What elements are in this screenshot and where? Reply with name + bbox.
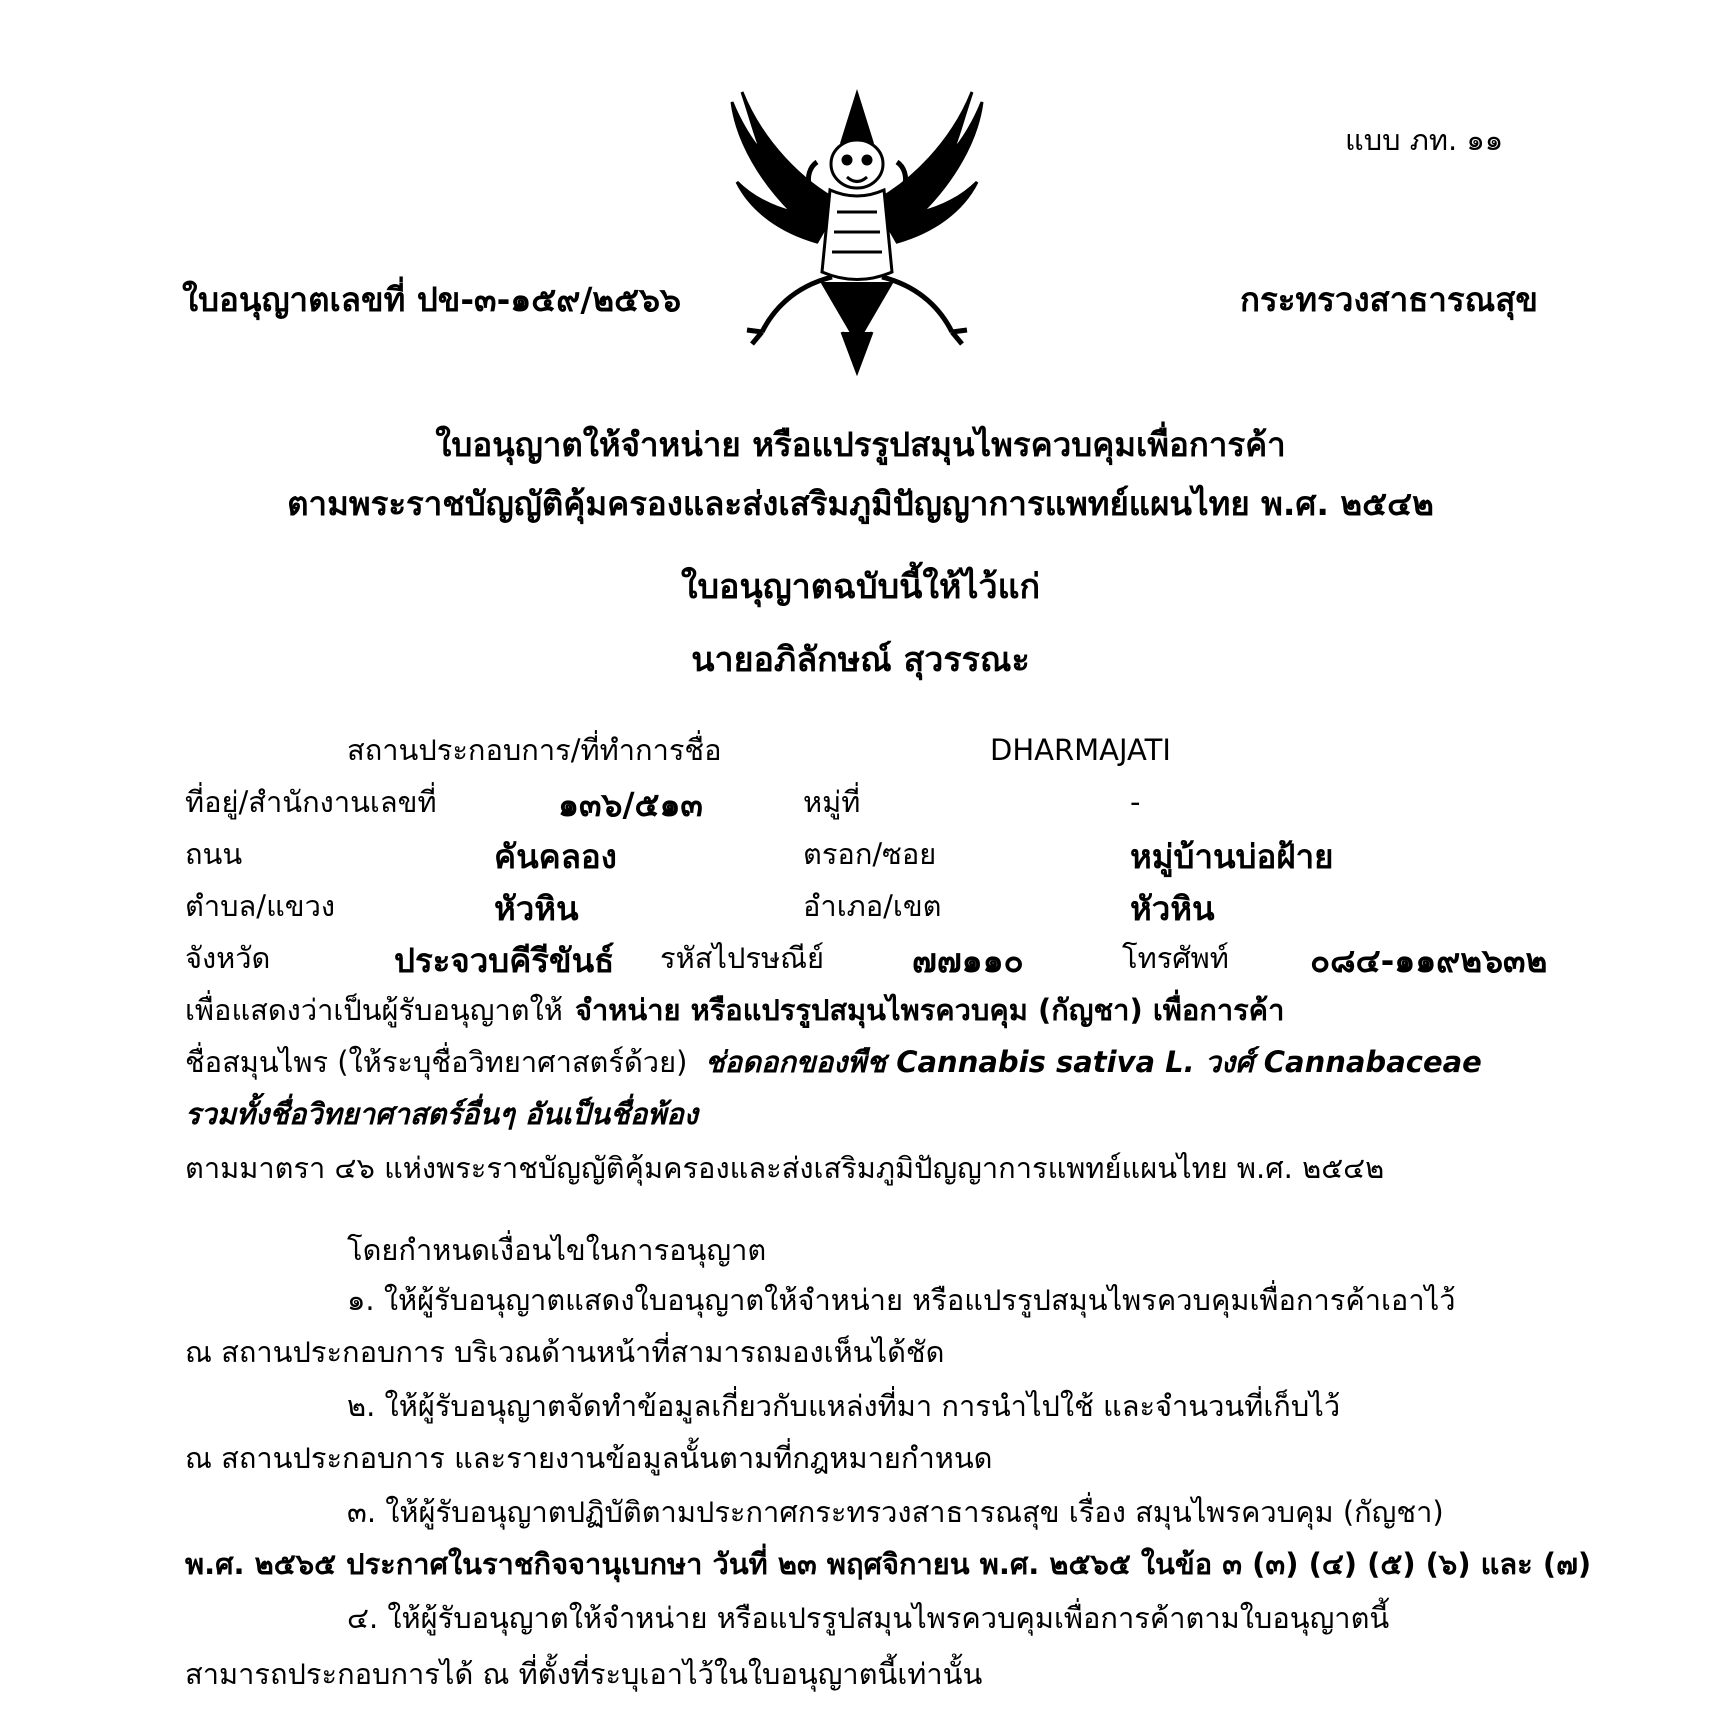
address-no-value: ๑๓๖/๕๑๓: [558, 785, 703, 824]
establishment-name-value: DHARMAJATI: [990, 733, 1171, 767]
condition-4-line2: สามารถประกอบการได้ ณ ที่ตั้งที่ระบุเอาไว้ในใบอนุญาตนี้เท่านั้น: [185, 1657, 983, 1691]
herb-name-value: ช่อดอกของพืช Cannabis sativa L. วงศ์ Cannabaceae: [705, 1045, 1482, 1079]
condition-3-line2: พ.ศ. ๒๕๖๕ ประกาศในราชกิจจานุเบกษา วันที่ ๒๓ พฤศจิกายน พ.ศ. ๒๕๖๕ ในข้อ ๓ (๓) (๔) (๕) (๖) และ (๗): [185, 1547, 1592, 1581]
district-value: หัวหิน: [1130, 889, 1215, 928]
document-title-line2: ตามพระราชบัญญัติคุ้มครองและส่งเสริมภูมิปัญญาการแพทย์แผนไทย พ.ศ. ๒๕๔๒: [287, 484, 1434, 523]
license-number: ใบอนุญาตเลขที่ ปข-๓-๑๕๙/๒๕๖๖: [182, 280, 682, 319]
condition-1-line1: ๑. ให้ผู้รับอนุญาตแสดงใบอนุญาตให้จำหน่าย หรือแปรรูปสมุนไพรควบคุมเพื่อการค้าเอาไว้: [347, 1283, 1456, 1317]
herb-name-label: ชื่อสมุนไพร (ให้ระบุชื่อวิทยาศาสตร์ด้วย): [185, 1045, 688, 1079]
road-label: ถนน: [185, 837, 243, 871]
document-title-line1: ใบอนุญาตให้จำหน่าย หรือแปรรูปสมุนไพรควบคุมเพื่อการค้า: [435, 425, 1286, 464]
condition-4-line1: ๔. ให้ผู้รับอนุญาตให้จำหน่าย หรือแปรรูปสมุนไพรควบคุมเพื่อการค้าตามใบอนุญาตนี้: [347, 1601, 1390, 1635]
address-no-label: ที่อยู่/สำนักงานเลขที่: [185, 785, 437, 819]
legal-basis: ตามมาตรา ๔๖ แห่งพระราชบัญญัติคุ้มครองและส่งเสริมภูมิปัญญาการแพทย์แผนไทย พ.ศ. ๒๕๔๒: [185, 1151, 1385, 1185]
subdistrict-label: ตำบล/แขวง: [185, 889, 336, 923]
road-value: คันคลอง: [494, 837, 617, 876]
herb-name-value-line2: รวมทั้งชื่อวิทยาศาสตร์อื่นๆ อันเป็นชื่อพ้อง: [185, 1097, 698, 1131]
condition-1-line2: ณ สถานประกอบการ บริเวณด้านหน้าที่สามารถมองเห็นได้ชัด: [185, 1335, 945, 1369]
issued-to-label: ใบอนุญาตฉบับนี้ให้ไว้แก่: [680, 567, 1041, 607]
soi-value: หมู่บ้านบ่อฝ้าย: [1130, 837, 1334, 876]
moo-value: -: [1130, 785, 1141, 819]
conditions-heading: โดยกำหนดเงื่อนไขในการอนุญาต: [347, 1233, 767, 1267]
phone-label: โทรศัพท์: [1122, 941, 1229, 975]
phone-value: ๐๘๔-๑๑๙๒๖๓๒: [1310, 941, 1548, 980]
province-label: จังหวัด: [185, 941, 271, 975]
ministry-name: กระทรวงสาธารณสุข: [1240, 280, 1538, 319]
establishment-name-label: สถานประกอบการ/ที่ทำการชื่อ: [347, 733, 722, 767]
condition-3-line1: ๓. ให้ผู้รับอนุญาตปฏิบัติตามประกาศกระทรวงสาธารณสุข เรื่อง สมุนไพรควบคุม (กัญชา): [347, 1495, 1444, 1529]
province-value: ประจวบคีรีขันธ์: [394, 941, 615, 980]
condition-2-line2: ณ สถานประกอบการ และรายงานข้อมูลนั้นตามที่กฎหมายกำหนด: [185, 1441, 993, 1475]
licensee-name: นายอภิลักษณ์ สุวรรณะ: [691, 640, 1030, 680]
soi-label: ตรอก/ซอย: [803, 837, 937, 871]
permission-label: เพื่อแสดงว่าเป็นผู้รับอนุญาตให้: [185, 993, 563, 1027]
condition-2-line1: ๒. ให้ผู้รับอนุญาตจัดทำข้อมูลเกี่ยวกับแหล่งที่มา การนำไปใช้ และจำนวนที่เก็บไว้: [347, 1389, 1341, 1423]
subdistrict-value: หัวหิน: [494, 889, 579, 928]
moo-label: หมู่ที่: [803, 785, 861, 819]
district-label: อำเภอ/เขต: [803, 889, 942, 923]
garuda-emblem-icon: [722, 82, 992, 376]
form-code: แบบ ภท. ๑๑: [1345, 123, 1504, 157]
postcode-label: รหัสไปรษณีย์: [660, 941, 824, 975]
postcode-value: ๗๗๑๑๐: [912, 941, 1024, 980]
permission-value: จำหน่าย หรือแปรรูปสมุนไพรควบคุม (กัญชา) เพื่อการค้า: [575, 993, 1285, 1027]
